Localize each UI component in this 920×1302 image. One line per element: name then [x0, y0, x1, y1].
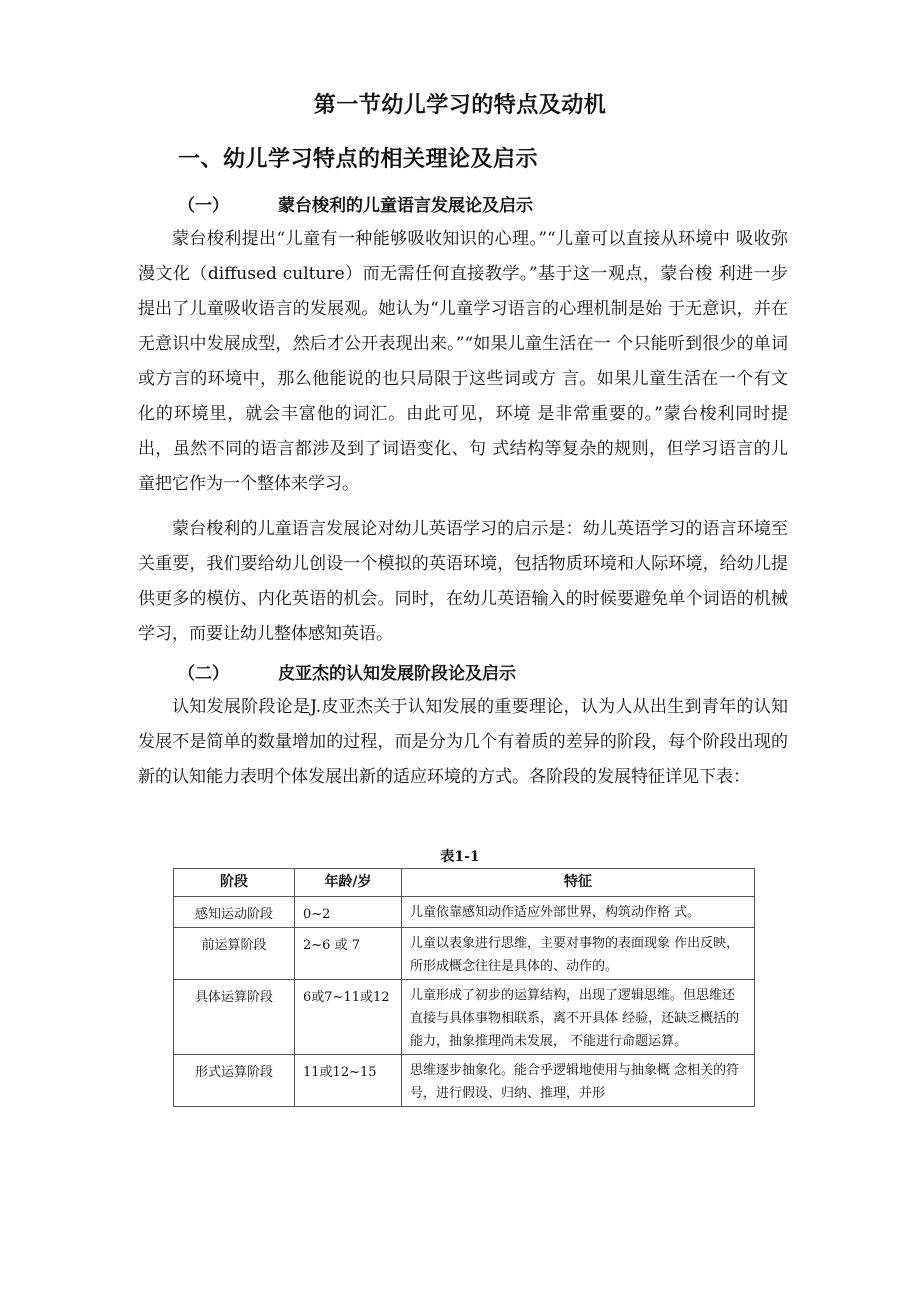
cell-stage: 前运算阶段 [174, 928, 295, 980]
subsection-heading-2 [178, 659, 516, 684]
section-heading: 一、幼儿学习特点的相关理论及启示 [178, 146, 539, 172]
table-row [174, 980, 755, 1055]
paragraph-piaget-theory: 认知发展阶段论是J.皮亚杰关于认知发展的重要理论，认为人从出生到青年的认知发展不是简单的数量增加的过程，而是分为几个有着质的差异的阶段，每个阶段出现的新的认知能力表明个体发展出新的适应环境的方式。各阶段的发展特征详见下表： [138, 697, 788, 787]
table-row [174, 928, 755, 980]
header-stage: 阶段 [174, 869, 295, 897]
header-age: 年龄/岁 [295, 869, 402, 897]
page-title: 第一节幼儿学习的特点及动机 [313, 92, 607, 118]
header-feature: 特征 [402, 869, 755, 897]
cell-stage: 具体运算阶段 [174, 980, 295, 1055]
subsection-title: 皮亚杰的认知发展阶段论及启示 [278, 664, 516, 684]
cell-stage: 形式运算阶段 [174, 1055, 295, 1107]
paragraph-montessori-implication: 蒙台梭利的儿童语言发展论对幼儿英语学习的启示是：幼儿英语学习的语言环境至关重要，我们要给幼儿创设一个模拟的英语环境，包括物质环境和人际环境，给幼儿提供更多的模仿、内化英语的机会。同时，在幼儿英语输入的时候要避免单个词语的机械学习，而要让幼儿整体感知英语。 [138, 519, 788, 644]
cell-feature: 儿童依靠感知动作适应外部世界，构筑动作格 式。 [402, 897, 755, 928]
table-header-row [174, 869, 755, 897]
table-row [174, 1055, 755, 1107]
cell-stage: 感知运动阶段 [174, 897, 295, 928]
subsection-heading-1 [178, 191, 533, 216]
cell-age: 11或12~15 [295, 1055, 402, 1107]
cell-age: 2~6 或 7 [295, 928, 402, 980]
cell-age: 0~2 [295, 897, 402, 928]
cell-age: 6或7~11或12 [295, 980, 402, 1055]
subsection-title: 蒙台梭利的儿童语言发展论及启示 [278, 196, 533, 216]
cell-feature: 思维逐步抽象化。能合乎逻辑地使用与抽象概 念相关的符号，进行假设、归纳、推理，并形 [402, 1055, 755, 1107]
table-caption: 表1-1 [440, 849, 480, 865]
table-row [174, 897, 755, 928]
paragraph-montessori-theory: 蒙台梭利提出“儿童有一种能够吸收知识的心理。”“儿童可以直接从环境中 吸收弥漫文化（diffused culture）而无需任何直接教学。”基于这一观点，蒙台梭 利进一步提出了儿童吸收语言的发展观。她认为“儿童学习语言的心理机制是始 于无意识，并在无意识中发展成型，然后才公开表现出来。”“如果儿童生活在一 个只能听到很少的单词或方言的环境中，那么他能说的也只局限于这些词或方 言。如果儿童生活在一个有文化的环境里，就会丰富他的词汇。由此可见，环境 是非常重要的。”蒙台梭利同时提出，虽然不同的语言都涉及到了词语变化、句 式结构等复杂的规则，但学习语言的儿童把它作为一个整体来学习。 [138, 229, 788, 494]
cell-feature: 儿童以表象进行思维，主要对事物的表面现象 作出反映，所形成概念往往是具体的、动作的。 [402, 928, 755, 980]
cell-feature: 儿童形成了初步的运算结构，出现了逻辑思维。但思维还直接与具体事物相联系，离不开具体 经验，还缺乏概括的能力，抽象推理尚未发展， 不能进行命题运算。 [402, 980, 755, 1055]
subsection-number: （二） [178, 664, 229, 684]
piaget-stages-table [173, 868, 755, 1107]
subsection-number: （一） [178, 196, 229, 216]
